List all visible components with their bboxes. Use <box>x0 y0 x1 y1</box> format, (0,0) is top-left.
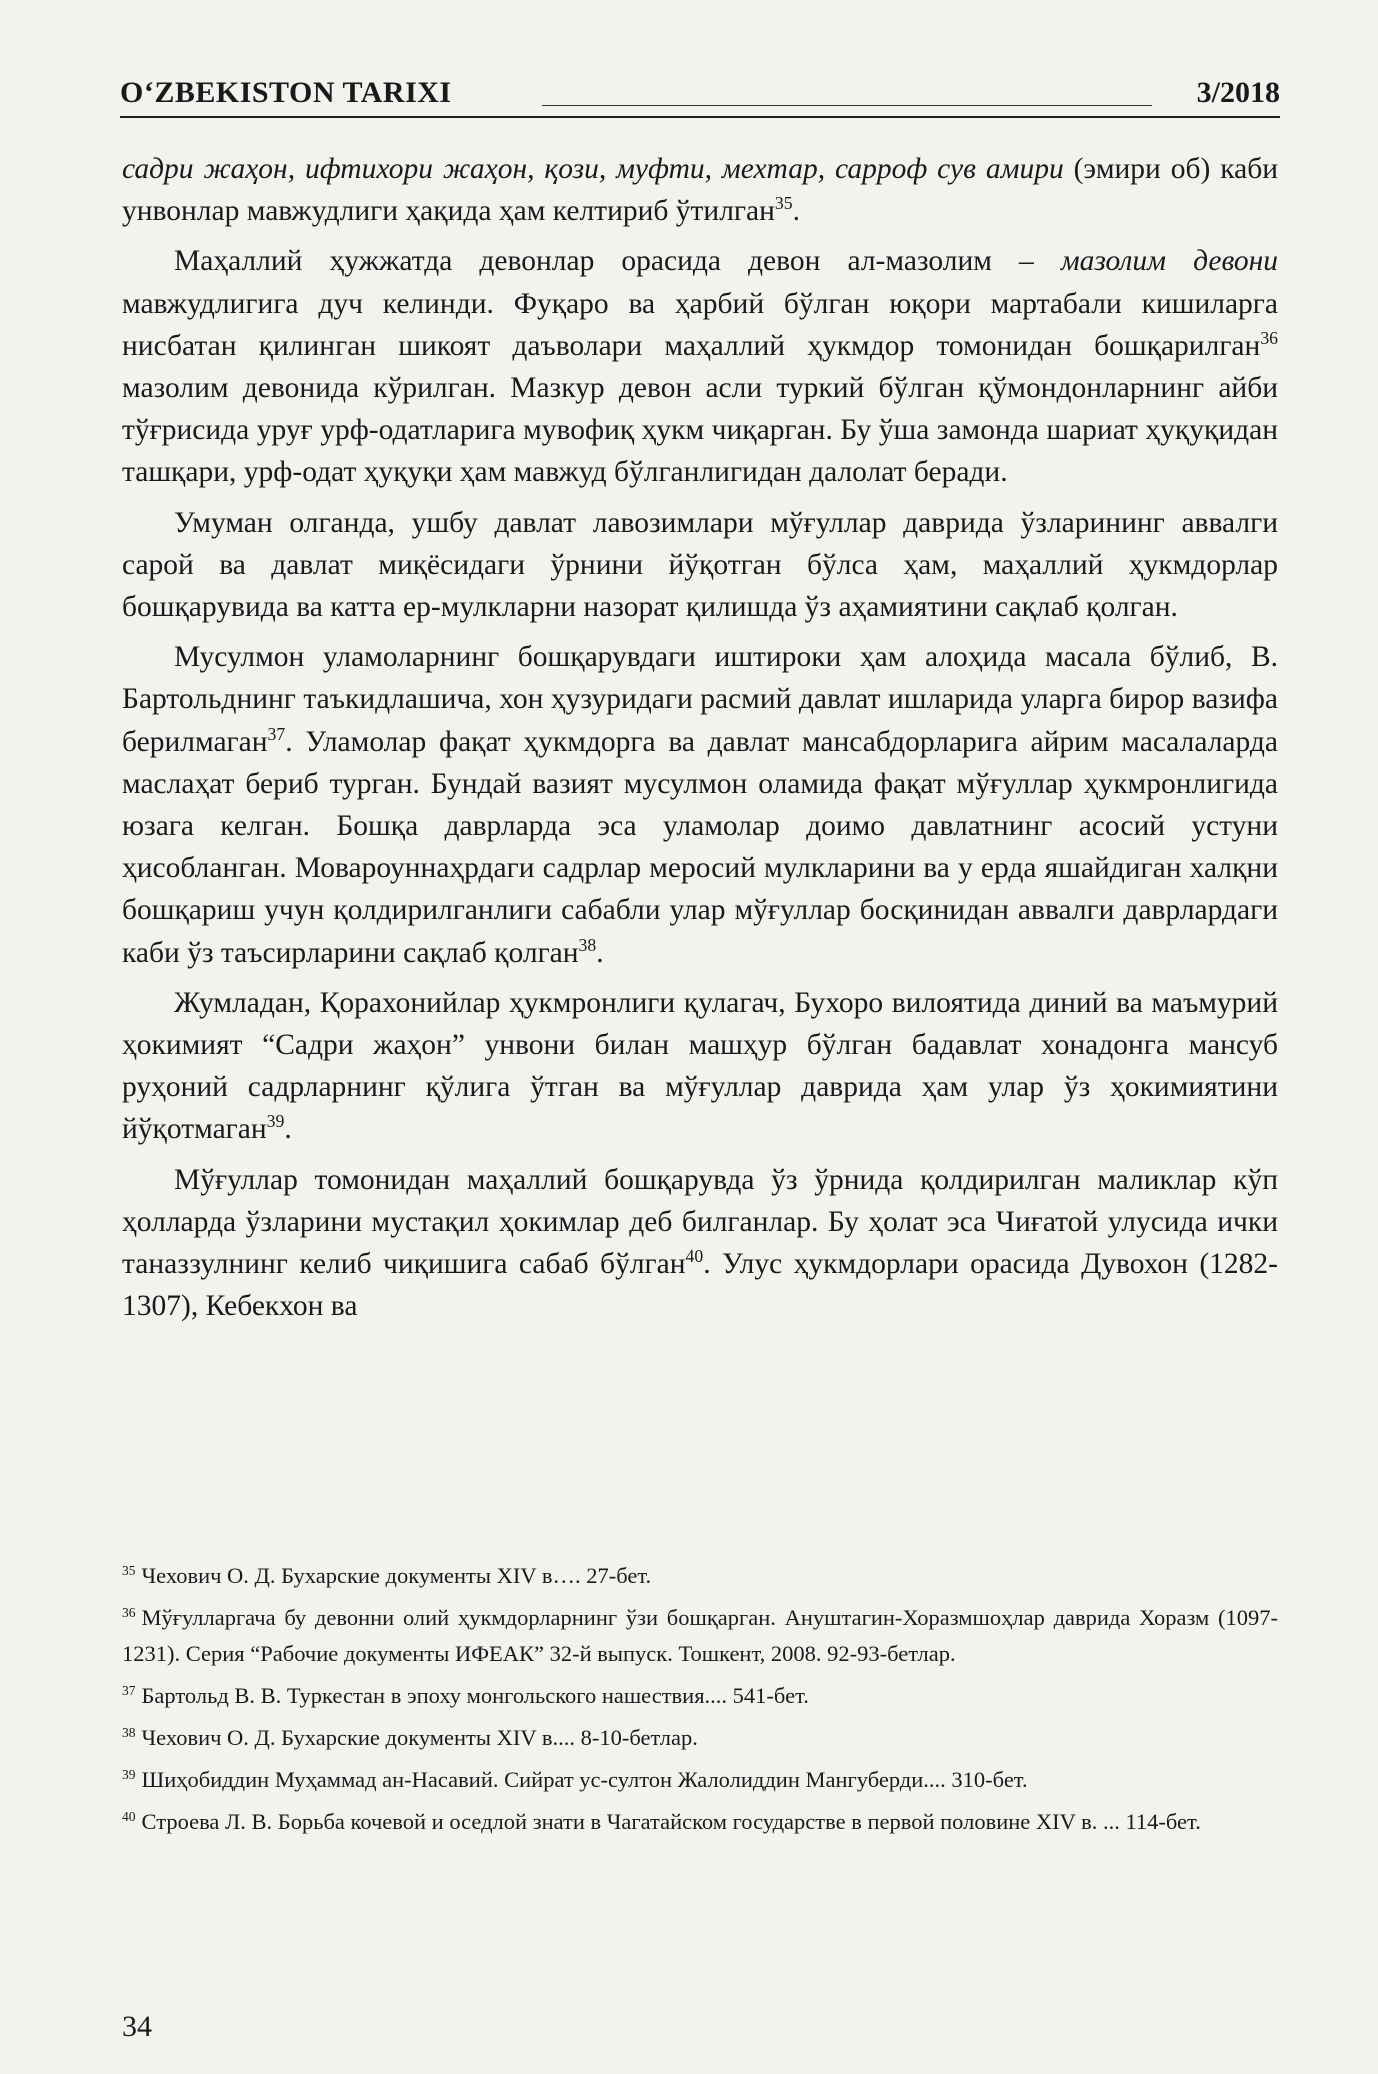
text-run: мазолим девонида кўрилган. Мазкур девон асли туркий бўлган қўмондонларнинг айби тўғрисида уруғ урф-одатларига мувофиқ ҳукм чиқарган. Бу ўша замонда шариат ҳуқуқидан ташқари, урф-одат ҳуқуқи ҳам мавжуд бўлганлигидан далолат беради. <box>122 372 1278 489</box>
footnote <box>122 1804 1278 1840</box>
text-run: . Уламолар фақат ҳукмдорга ва давлат мансабдорларига айрим масалаларда маслаҳат бериб турган. Бундай вазият мусулмон оламида фақат мўғуллар ҳукмронлигида юзага келган. Бошқа даврларда эса уламолар доимо давлатнинг асосий устуни ҳисобланган. Мовароуннаҳрдаги садрлар меросий мулкларини ва у ерда яшайдиган халқни бошқариш учун қолдирилганлиги сабабли улар мўғуллар босқинидан аввалги даврлардаги каби ўз таъсирларини сақлаб қолган <box>122 725 1278 969</box>
footnote-text: Бартольд В. В. Туркестан в эпоху монгольского нашествия.... 541-бет. <box>141 1683 809 1708</box>
footnote-text: Шиҳобиддин Муҳаммад ан-Насавий. Сийрат ус-султон Жалолиддин Мангуберди.... 310-бет. <box>141 1767 1028 1792</box>
footnote-number: 40 <box>122 1808 136 1824</box>
footnote-text: Мўғулларгача бу девонни олий ҳукмдорларнинг ўзи бошқарган. Ануштагин-Хоразмшоҳлар даврида Хоразм (1097-1231). Серия “Рабочие документы ИФЕАК” 32-й выпуск. Тошкент, 2008. 92-93-бетлар. <box>122 1605 1278 1666</box>
footnote-number: 38 <box>122 1724 136 1740</box>
footnote-ref: 37 <box>267 723 286 744</box>
running-header <box>120 58 1280 118</box>
text-run: (эмири об) каби унвонлар мавжудлиги ҳақида ҳам келтириб ўтилган <box>122 153 1278 228</box>
footnote-ref: 35 <box>774 193 793 214</box>
text-run: Умуман олганда, ушбу давлат лавозимлари мўғуллар даврида ўзларининг аввалги сарой ва давлат миқёсидаги ўрнини йўқотган бўлса ҳам, маҳаллий ҳукмдорлар бошқарувида ва катта ер-мулкларни назорат қилишда ўз аҳамиятини сақлаб қолган. <box>122 506 1278 624</box>
body-paragraph <box>122 148 1278 232</box>
footnote-ref: 38 <box>578 934 597 955</box>
body-paragraph <box>122 240 1278 493</box>
footnote-ref: 36 <box>1260 327 1278 348</box>
footnote-text: Чехович О. Д. Бухарские документы XIV в.... 8-10-бетлар. <box>141 1725 698 1750</box>
page-number: 34 <box>122 2010 152 2043</box>
body-paragraph <box>122 636 1278 974</box>
footnote <box>122 1720 1278 1756</box>
footnote <box>122 1678 1278 1714</box>
italic-term: садри жаҳон, ифтихори жаҳон, қози, муфти, мехтар, сарроф сув амири <box>122 153 1064 185</box>
footnote-number: 36 <box>122 1604 136 1620</box>
text-run: Мўғуллар томонидан маҳаллий бошқарувда ўз ўрнида қолдирилган маликлар кўп ҳолларда ўзларини мустақил ҳокимлар деб билганлар. Бу ҳолат эса Чиғатой улусида ички таназзулнинг келиб чиқишига сабаб бўлган <box>122 1163 1278 1281</box>
footnote-ref: 39 <box>266 1111 285 1132</box>
text-run: . Улус ҳукмдорлари орасида Дувохон (1282-1307), Кебекхон ва <box>122 1248 1278 1323</box>
footnote-text: Чехович О. Д. Бухарские документы XIV в…. 27-бет. <box>141 1563 652 1588</box>
text-run: Мусулмон уламоларнинг бошқарувдаги иштироки ҳам алоҳида масала бўлиб, В. Бартольднинг таъкидлашича, хон ҳузуридаги расмий давлат ишларида уларга бирор вазифа берилмаган <box>122 641 1278 758</box>
issue-number: 3/2018 <box>1196 76 1280 109</box>
footnote-ref: 40 <box>685 1246 704 1267</box>
text-run: мавжудлигига дуч келинди. Фуқаро ва ҳарбий бўлган юқори мартабали кишиларга нисбатан қилинган шикоят даъволари маҳаллий ҳукмдор томонидан бошқарилган <box>122 287 1278 362</box>
text-run: . <box>596 936 604 969</box>
footnote-number: 37 <box>122 1682 136 1698</box>
footnotes <box>122 1558 1278 1846</box>
footnote <box>122 1558 1278 1594</box>
journal-title: O‘ZBEKISTON TARIXI <box>120 76 452 109</box>
body-paragraph <box>122 502 1278 629</box>
text-run: . <box>284 1113 292 1146</box>
footnote <box>122 1600 1278 1672</box>
body-paragraph <box>122 982 1278 1151</box>
footnote-number: 35 <box>122 1562 136 1578</box>
text-run: . <box>792 195 800 228</box>
italic-term: мазолим девони <box>1060 245 1278 278</box>
footnote-number: 39 <box>122 1766 136 1782</box>
article-body <box>122 148 1278 1335</box>
header-rule <box>542 105 1152 106</box>
text-run: Жумладан, Қорахонийлар ҳукмронлиги қулагач, Бухоро вилоятида диний ва маъмурий ҳокимият “Садри жаҳон” унвони билан машҳур бўлган бадавлат хонадонга мансуб руҳоний садрларнинг қўлига ўтган ва мўғуллар даврида ҳам улар ўз ҳокимиятини йўқотмаган <box>122 986 1278 1146</box>
footnote-text: Строева Л. В. Борьба кочевой и оседлой знати в Чагатайском государстве в первой половине XIV в. ... 114-бет. <box>141 1809 1201 1834</box>
footnote <box>122 1762 1278 1798</box>
body-paragraph <box>122 1159 1278 1328</box>
text-run: Маҳаллий ҳужжатда девонлар орасида девон ал-мазолим – <box>174 245 1061 278</box>
